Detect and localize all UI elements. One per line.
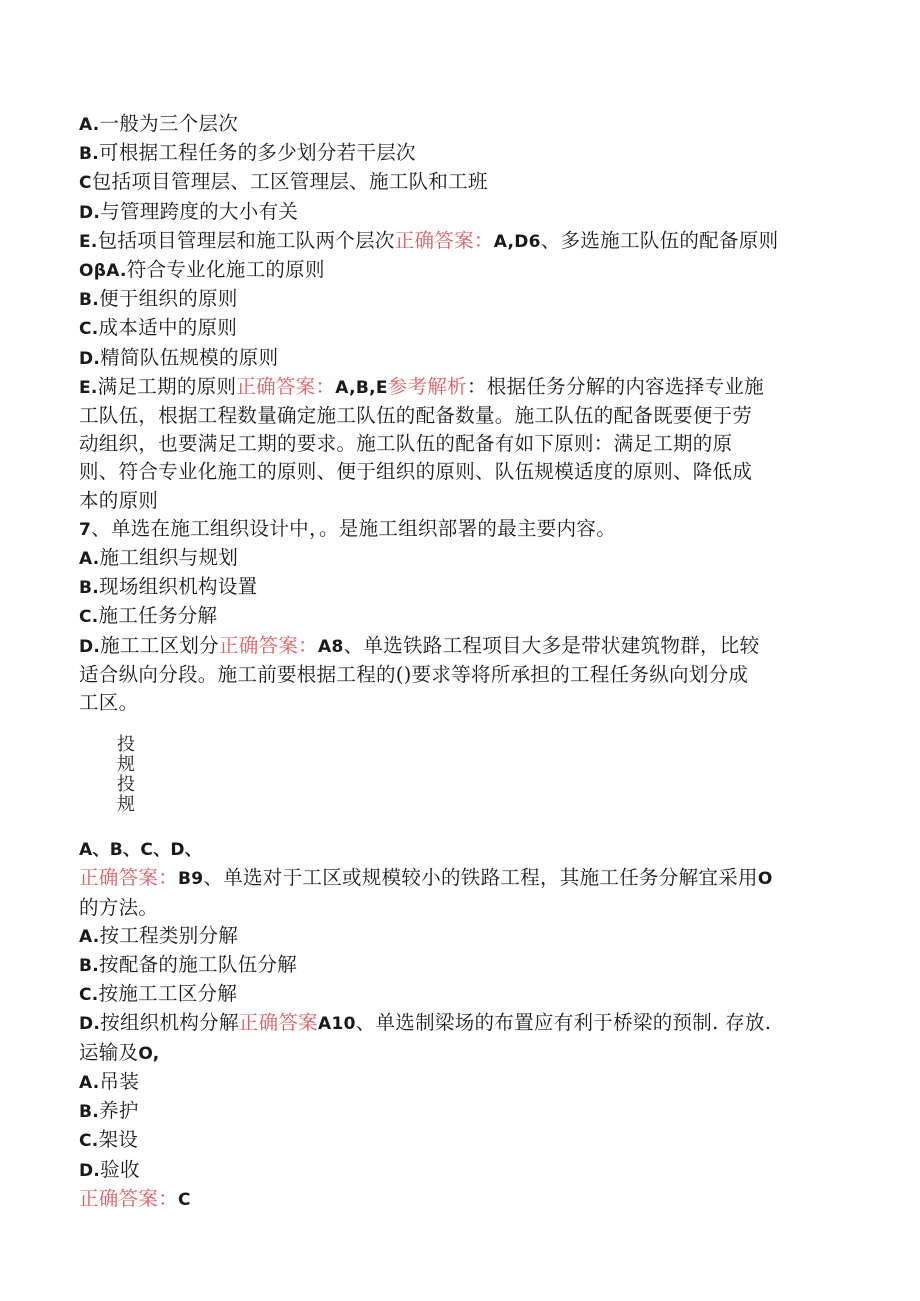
option-label: D. [79,1160,101,1181]
question-stem: 、多选施工队伍的配备原则 [540,228,779,252]
q8-stem-line: 工区。 [79,691,139,715]
q9-option-d [79,1009,849,1038]
answer-label: 正确答案： [394,228,494,252]
fragment-text: 投 [117,774,135,796]
q8-answer-line [79,864,849,893]
q6-analysis-line: 动组织，也要满足工期的要求。施工队伍的配备有如下原则：满足工期的原 [79,432,733,456]
option-label: C. [79,319,99,340]
q6-analysis-line: 则、符合专业化施工的原则、便于组织的原则、队伍规模适度的原则、降低成 [79,460,753,484]
blank-marker: O, [138,1043,160,1064]
option-label: D. [79,202,101,223]
option-text: 按配备的施工队伍分解 [99,953,298,977]
q9-option-a [79,922,849,951]
q6-analysis-line: 工队伍，根据工程数量确定施工队伍的配备数量。施工队伍的配备既要便于劳 [79,404,753,428]
analysis-text: ：根据任务分解的内容选择专业施 [466,374,764,398]
question-stem: 、单选在施工组织设计中，。是施工组织部署的最主要内容。 [91,516,616,540]
option-label: E. [79,231,98,252]
q6-option-d [79,344,849,373]
q7-option-b [79,573,849,602]
q5-option-c [79,168,849,197]
option-label: D. [79,348,101,369]
question-stem: 、单选铁路工程项目大多是带状建筑物群，比较 [343,633,760,657]
option-text: 与管理跨度的大小有关 [100,199,299,223]
option-text: 按工程类别分解 [99,923,239,947]
answer-value: A,D6 [493,231,541,252]
option-text: 吊装 [99,1069,140,1093]
option-label: A. [106,261,127,282]
q10-option-c [79,1126,849,1155]
q9-option-c [79,980,849,1009]
q10-answer-line [79,1185,849,1214]
option-label: A. [79,549,100,570]
q7-option-c [79,602,849,631]
option-label: D. [79,636,101,657]
answer-value: B9 [178,869,204,890]
option-text: 精简队伍规模的原则 [100,345,279,369]
q9-option-b [79,951,849,980]
option-text: 养护 [99,1099,139,1123]
option-label: A. [79,926,100,947]
stray-prefix: Oβ [79,261,107,282]
q5-option-e [79,227,849,256]
answer-label: 正确答案 [238,1011,318,1035]
q6-option-e [79,373,849,402]
option-text: 架设 [98,1128,139,1152]
option-text: 施工组织与规划 [99,546,239,570]
option-label: B. [79,290,100,311]
question-number: 7 [79,519,92,540]
option-text: 一般为三个层次 [99,112,239,135]
option-label: E. [79,377,98,398]
q6-option-a [79,256,849,285]
q8-options-line [79,835,849,864]
question-stem: 运输及 [79,1040,139,1064]
option-label: C. [79,985,99,1006]
option-text: 包括项目管理层和施工队两个层次 [97,228,395,252]
q8-option-fragments [117,735,849,815]
q5-option-d [79,198,849,227]
q6-analysis-line: 本的原则 [79,488,159,512]
option-label: A. [79,115,100,135]
answer-label: 正确答案： [218,633,318,657]
option-label: B. [79,144,100,165]
option-text: 包括项目管理层、工区管理层、施工队和工班 [91,170,488,194]
option-text: 施工任务分解 [98,604,218,628]
option-label: B. [79,1102,100,1123]
q7-option-a [79,544,849,573]
q10-option-d [79,1156,849,1185]
answer-label: 正确答案： [236,374,336,398]
fragment-text: 规 [117,754,135,776]
answer-value: C [178,1189,191,1210]
fragment-text: 规 [117,794,135,816]
q6-option-c [79,314,849,343]
answer-value: A,B,E [335,377,388,398]
q10-option-b [79,1097,849,1126]
q5-option-a [79,110,849,139]
answer-label: 正确答案： [79,1186,179,1210]
option-label: C [79,173,92,194]
option-label: B. [79,956,100,977]
option-text: 按组织机构分解 [100,1011,239,1035]
question-stem: 、单选制梁场的布置应有利于桥梁的预制. 存放. [355,1011,772,1035]
option-text: 验收 [100,1157,140,1181]
option-label: D. [79,1014,101,1035]
question-stem: 、单选对于工区或规模较小的铁路工程，其施工任务分解宜采用 [203,866,758,890]
option-text: 按施工工区分解 [98,982,238,1006]
answer-label: 正确答案： [79,866,179,890]
option-text: 便于组织的原则 [99,287,238,311]
option-text: 施工工区划分 [100,633,219,657]
option-text: 满足工期的原则 [97,374,237,398]
q8-stem-line: 适合纵向分段。施工前要根据工程的()要求等将所承担的工程任务纵向划分成 [79,662,749,686]
q10-option-a [79,1068,849,1097]
option-label: B. [79,578,100,599]
q6-option-b [79,285,849,314]
blank-marker: O [757,869,773,890]
option-text: 符合专业化施工的原则 [126,258,325,282]
q7-option-d [79,632,849,661]
q10-stem-line [79,1039,849,1068]
answer-value: A10 [317,1014,356,1035]
q7-stem [79,515,849,544]
answer-value: A8 [318,636,344,657]
document-page [79,110,849,1214]
analysis-label: 参考解析 [387,374,467,398]
option-label: C. [79,607,99,628]
fragment-text: 投 [117,734,135,756]
q9-stem-line: 的方法。 [79,895,159,919]
q5-option-b [79,139,849,168]
options-labels: A、B、C、D、 [79,840,203,861]
option-label: A. [79,1072,100,1093]
option-text: 可根据工程任务的多少划分若干层次 [99,141,416,165]
option-text: 成本适中的原则 [98,316,238,340]
option-label: C. [79,1131,99,1152]
option-text: 现场组织机构设置 [99,575,258,599]
